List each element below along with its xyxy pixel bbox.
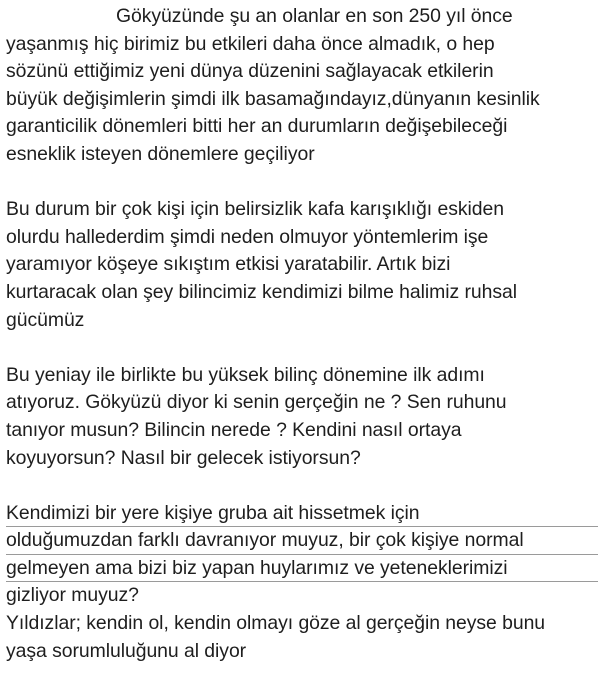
text-line: olurdu hallederdim şimdi neden olmuyor yöntemlerim işe: [6, 225, 489, 248]
text-line: garanticilik dönemleri bitti her an durumların değişebileceği: [6, 115, 508, 138]
text-line: gücümüz: [6, 308, 85, 331]
paragraph-gap: [6, 334, 598, 362]
text-line: yaramıyor köşeye sıkıştım etkisi yaratabilir. Artık bizi: [6, 253, 451, 276]
document-body: [6, 3, 598, 665]
text-line: sözünü ettiğimiz yeni dünya düzenini sağlayacak etkilerin: [6, 60, 494, 83]
text-line: Bu yeniay ile birlikte bu yüksek bilinç dönemine ilk adımı: [6, 363, 485, 386]
text-line: kurtaracak olan şey bilincimiz kendimizi bilme halimiz ruhsal: [6, 280, 517, 303]
text-line: Bu durum bir çok kişi için belirsizlik kafa karışıklığı eskiden: [6, 198, 504, 221]
text-line: yaşanmış hiç birimiz bu etkileri daha önce almadık, o hep: [6, 32, 495, 55]
paragraph: [6, 3, 598, 169]
paragraph: [6, 500, 598, 666]
text-line: tanıyor musun? Bilincin nerede ? Kendini nasıl ortaya: [6, 418, 462, 441]
text-line: büyük değişimlerin şimdi ilk basamağındayız,dünyanın kesinlik: [6, 87, 540, 110]
text-line: gizliyor muyuz?: [6, 584, 139, 607]
paragraph-gap: [6, 472, 598, 500]
text-line: yaşa sorumluluğunu al diyor: [6, 639, 247, 662]
text-line: Yıldızlar; kendin ol, kendin olmayı göze al gerçeğin neyse bunu: [6, 612, 546, 635]
text-line: atıyoruz. Gökyüzü diyor ki senin gerçeğin ne ? Sen ruhunu: [6, 391, 507, 414]
paragraph: [6, 362, 598, 472]
text-line: gelmeyen ama bizi biz yapan huylarımız ve yeteneklerimizi: [6, 555, 598, 583]
text-line: koyuyorsun? Nasıl bir gelecek istiyorsun?: [6, 446, 361, 469]
text-line: Gökyüzünde şu an olanlar en son 250 yıl önce: [116, 5, 513, 27]
text-line: Kendimizi bir yere kişiye gruba ait hissetmek için: [6, 500, 598, 528]
text-line: olduğumuzdan farklı davranıyor muyuz, bir çok kişiye normal: [6, 527, 598, 555]
paragraph-gap: [6, 169, 598, 197]
paragraph: [6, 196, 598, 334]
text-line: esneklik isteyen dönemlere geçiliyor: [6, 142, 315, 165]
